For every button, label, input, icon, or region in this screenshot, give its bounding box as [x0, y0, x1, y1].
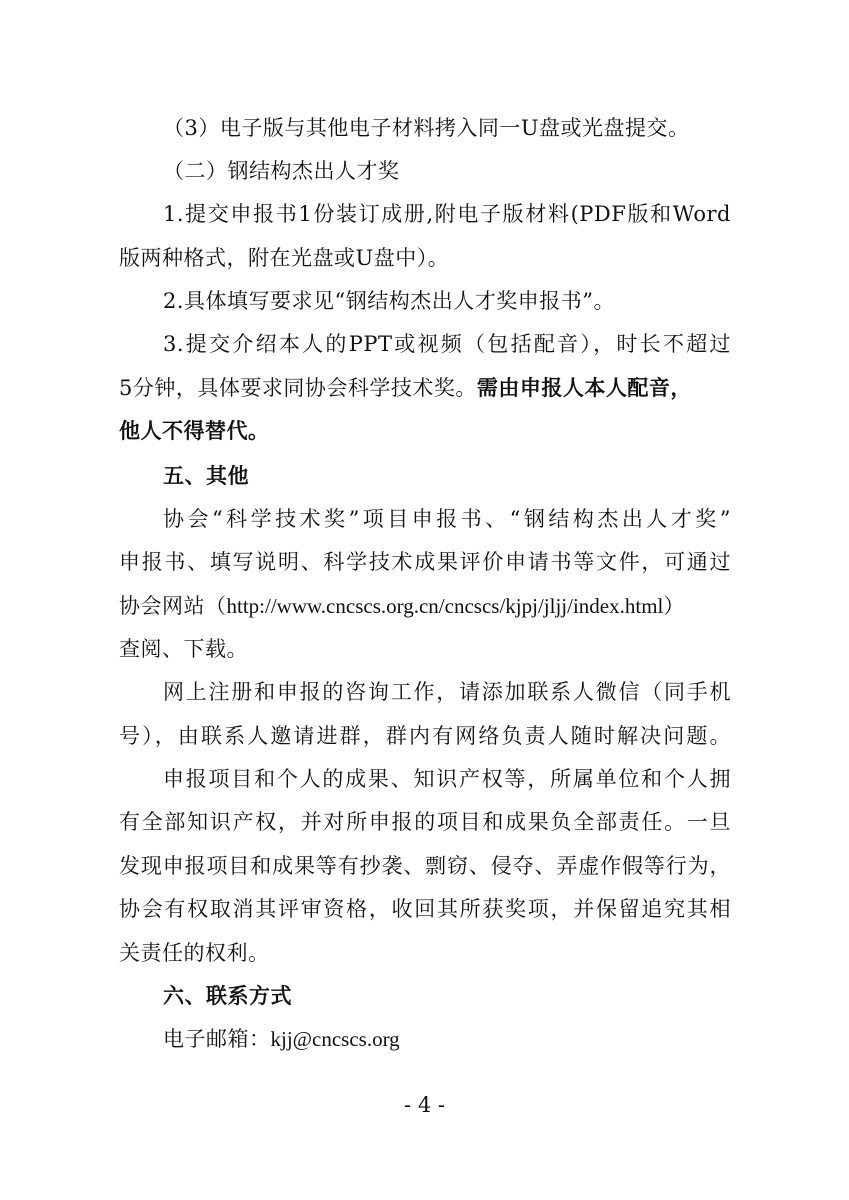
paragraph-line: 申报书、填写说明、科学技术成果评价申请书等文件，可通过	[119, 550, 731, 574]
bold-emphasis-text: 需由申报人本人配音，	[476, 376, 692, 400]
page-number: - 4 -	[404, 1093, 445, 1117]
paragraph-line: 2.具体填写要求见“钢结构杰出人才奖申报书”。	[163, 289, 616, 313]
paragraph-line: 查阅、下载。	[119, 637, 248, 661]
paragraph-line: 3.提交介绍本人的PPT或视频（包括配音），时长不超过	[163, 332, 731, 356]
email-link[interactable]: kjj@cncscs.org	[270, 1027, 400, 1051]
paragraph-line: 申报项目和个人的成果、知识产权等，所属单位和个人拥	[163, 767, 731, 791]
paragraph-line-website	[119, 591, 731, 621]
paragraph-line: 网上注册和申报的咨询工作，请添加联系人微信（同手机	[163, 680, 731, 704]
section-heading-contact: 六、联系方式	[163, 984, 292, 1008]
paragraph-line: （3）电子版与其他电子材料拷入同一U盘或光盘提交。	[163, 116, 690, 140]
section-heading-steel-talent: （二）钢结构杰出人才奖	[163, 159, 400, 183]
paragraph-line: 号），由联系人邀请进群，群内有网络负责人随时解决问题。	[119, 724, 731, 748]
paragraph-line: 1.提交申报书1份装订成册,附电子版材料(PDF版和Word	[163, 202, 731, 226]
paragraph-line: 协会“科学技术奖”项目申报书、“钢结构杰出人才奖”	[163, 507, 731, 531]
contact-email-line	[163, 1024, 731, 1054]
paragraph-line: 关责任的权利。	[119, 941, 270, 965]
paragraph-text: ）	[663, 594, 685, 618]
paragraph-line: 发现申报项目和成果等有抄袭、剽窃、侵夺、弄虚作假等行为，	[119, 854, 731, 878]
paragraph-line-mixed	[119, 373, 731, 403]
bold-emphasis-text: 他人不得替代。	[119, 419, 270, 443]
paragraph-line: 协会有权取消其评审资格，收回其所获奖项，并保留追究其相	[119, 897, 731, 921]
website-link[interactable]: http://www.cncscs.org.cn/cncscs/kjpj/jljj/index.html	[226, 594, 664, 618]
section-heading-other: 五、其他	[163, 464, 249, 488]
paragraph-line: 版两种格式，附在光盘或U盘中）。	[119, 246, 450, 270]
paragraph-text: 协会网站（	[119, 594, 227, 618]
paragraph-line: 有全部知识产权，并对所申报的项目和成果负全部责任。一旦	[119, 810, 731, 834]
email-label: 电子邮箱：	[163, 1027, 271, 1051]
paragraph-text: 5分钟，具体要求同协会科学技术奖。	[119, 376, 477, 400]
